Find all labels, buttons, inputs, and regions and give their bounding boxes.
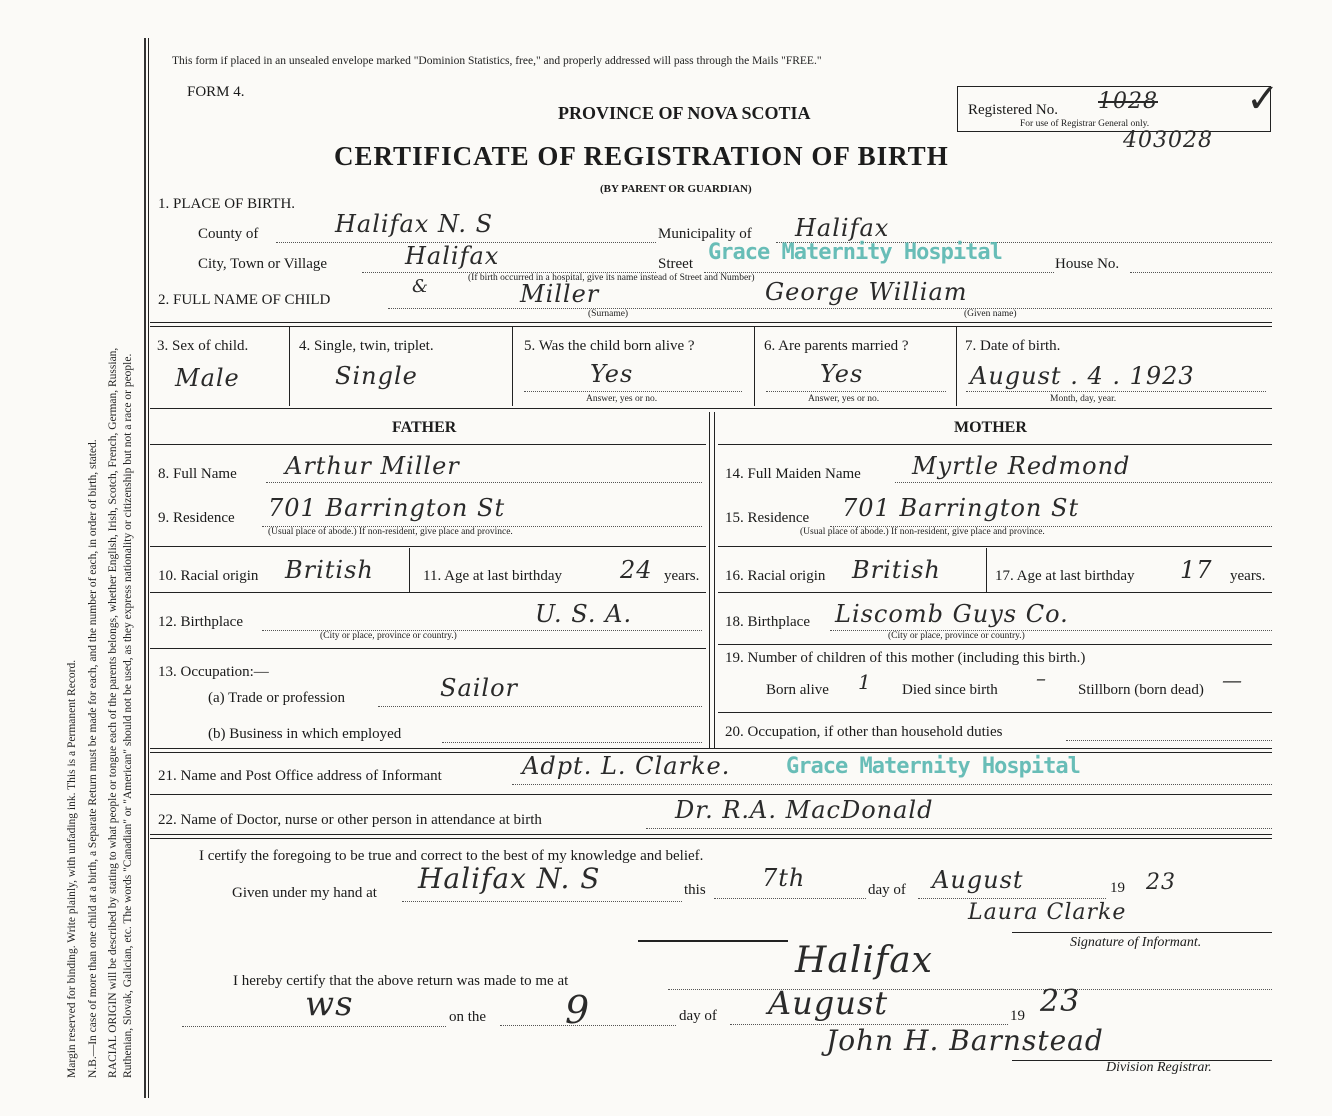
- city-label: City, Town or Village: [198, 256, 328, 272]
- informant-value: Adpt. L. Clarke.: [522, 752, 731, 780]
- father-residence-caption: (Usual place of abode.) If non-resident, give place and province.: [268, 527, 513, 537]
- hospital-note: (If birth occurred in a hospital, give its name instead of Street and Number): [468, 273, 755, 283]
- side-note-binding: Margin reserved for binding. Write plainly, with unfading ink. This is a Permanent Record.: [66, 659, 78, 1078]
- mail-notice: This form if placed in an unsealed envelope marked "Dominion Statistics, free," and properly addressed will pass through the Mails "FREE.": [172, 55, 822, 67]
- dob-caption: Month, day, year.: [1050, 394, 1117, 404]
- informant-label: 21. Name and Post Office address of Informant: [158, 768, 442, 784]
- mother-heading: MOTHER: [954, 419, 1027, 436]
- given-day-value: 7th: [762, 864, 806, 892]
- born-alive-label: Born alive: [766, 682, 829, 698]
- side-note-racial-origin: RACIAL ORIGIN will be described by stating to what people or tongue each of the parents belongs, whether English, Irish, Scotch, French, German, Russian,: [107, 347, 119, 1078]
- father-business-label: (b) Business in which employed: [208, 726, 402, 742]
- registrar-statement: I hereby certify that the above return was made to me at: [233, 973, 569, 989]
- mother-birthplace-caption: (City or place, province or country.): [888, 631, 1025, 641]
- mother-age-value: 17: [1180, 556, 1213, 584]
- check-mark-icon: ✓: [1246, 76, 1281, 122]
- informant-hospital-stamp: Grace Maternity Hospital: [786, 754, 1080, 779]
- registrar-note: For use of Registrar General only.: [1020, 119, 1150, 129]
- mother-children-label: 19. Number of children of this mother (including this birth.): [725, 650, 1086, 666]
- alive-caption: Answer, yes or no.: [586, 394, 658, 404]
- county-label: County of: [198, 226, 259, 242]
- child-name-mark: &: [412, 276, 430, 297]
- given-under-label: Given under my hand at: [232, 885, 377, 901]
- mother-residence-label: 15. Residence: [725, 510, 810, 526]
- child-surname-caption: (Surname): [588, 309, 629, 319]
- extra-number: 403028: [1123, 128, 1213, 153]
- married-label: 6. Are parents married ?: [764, 338, 909, 354]
- multiple-value: Single: [335, 362, 418, 390]
- multiple-label: 4. Single, twin, triplet.: [299, 338, 434, 354]
- married-value: Yes: [820, 360, 864, 388]
- registrar-day-value: 9: [565, 988, 591, 1032]
- given-this-label: this: [684, 882, 706, 898]
- street-label: Street: [658, 256, 693, 272]
- dob-label: 7. Date of birth.: [965, 338, 1061, 354]
- father-age-label: 11. Age at last birthday: [423, 568, 562, 584]
- margin-rule-inner: [148, 38, 149, 1098]
- mother-racial-label: 16. Racial origin: [725, 568, 826, 584]
- province-heading: PROVINCE OF NOVA SCOTIA: [558, 103, 811, 123]
- father-trade-label: (a) Trade or profession: [208, 690, 346, 706]
- registrar-initials: ws: [305, 984, 354, 1024]
- father-occupation-label: 13. Occupation:—: [158, 664, 269, 680]
- registrar-day-of-label: day of: [679, 1008, 717, 1024]
- registered-number-box: [957, 86, 1271, 132]
- street-hospital-stamp: Grace Maternity Hospital: [708, 240, 1002, 265]
- registrar-signature-label: Division Registrar.: [1106, 1060, 1212, 1075]
- given-place-value: Halifax N. S: [418, 862, 601, 895]
- father-birthplace-value: U. S. A.: [535, 600, 633, 628]
- married-caption: Answer, yes or no.: [808, 394, 880, 404]
- child-surname-value: Miller: [520, 280, 600, 308]
- registrar-year-value: 23: [1040, 984, 1081, 1019]
- father-age-unit: years.: [664, 568, 700, 584]
- father-racial-label: 10. Racial origin: [158, 568, 259, 584]
- stillborn-label: Stillborn (born dead): [1078, 682, 1204, 698]
- city-value: Halifax: [405, 242, 500, 270]
- mother-racial-value: British: [852, 556, 941, 584]
- alive-value: Yes: [590, 360, 634, 388]
- house-label: House No.: [1055, 256, 1120, 272]
- doctor-label: 22. Name of Doctor, nurse or other person in attendance at birth: [158, 812, 542, 828]
- father-birthplace-caption: (City or place, province or country.): [320, 631, 457, 641]
- given-year-prefix: 19: [1110, 880, 1125, 896]
- father-racial-value: British: [285, 556, 374, 584]
- child-given-caption: (Given name): [964, 309, 1017, 319]
- born-alive-value: 1: [858, 670, 872, 694]
- registered-value: 1028: [1098, 89, 1158, 114]
- given-year-value: 23: [1146, 870, 1176, 895]
- registrar-signature: John H. Barnstead: [826, 1024, 1104, 1057]
- county-value: Halifax N. S: [335, 210, 494, 238]
- father-age-value: 24: [620, 556, 653, 584]
- alive-label: 5. Was the child born alive ?: [524, 338, 695, 354]
- dob-value: August . 4 . 1923: [970, 362, 1195, 390]
- sex-value: Male: [175, 364, 240, 392]
- side-note-racial-origin-cont: Ruthenian, Slovak, Galician, etc. The words "Canadian" or "American" should not be used, as they express nationality or citizenship but not a race or people.: [122, 353, 134, 1078]
- stillborn-value: —: [1222, 668, 1243, 692]
- registered-label: Registered No.: [968, 102, 1058, 118]
- mother-residence-caption: (Usual place of abode.) If non-resident, give place and province.: [800, 527, 1045, 537]
- given-day-of-label: day of: [868, 882, 906, 898]
- mother-residence-value: 701 Barrington St: [842, 494, 1080, 522]
- given-month-value: August: [932, 866, 1024, 894]
- father-name-label: 8. Full Name: [158, 466, 237, 482]
- registrar-on-the-label: on the: [449, 1009, 487, 1025]
- sex-label: 3. Sex of child.: [157, 338, 249, 354]
- died-since-value: –: [1036, 666, 1047, 690]
- certificate-subtitle: (BY PARENT OR GUARDIAN): [600, 183, 752, 195]
- father-name-value: Arthur Miller: [285, 452, 460, 480]
- mother-occupation-label: 20. Occupation, if other than household duties: [725, 724, 1003, 740]
- form-number: FORM 4.: [187, 84, 245, 100]
- informant-signature: Laura Clarke: [968, 900, 1127, 925]
- margin-rule: [144, 38, 146, 1098]
- certification-statement: I certify the foregoing to be true and correct to the best of my knowledge and belief.: [199, 848, 704, 864]
- certificate-title: CERTIFICATE OF REGISTRATION OF BIRTH: [334, 141, 949, 171]
- registrar-month-value: August: [768, 984, 889, 1022]
- municipality-label: Municipality of: [658, 226, 752, 242]
- informant-signature-label: Signature of Informant.: [1070, 935, 1202, 950]
- place-section-label: 1. PLACE OF BIRTH.: [158, 196, 296, 212]
- father-birthplace-label: 12. Birthplace: [158, 614, 243, 630]
- mother-name-value: Myrtle Redmond: [912, 452, 1131, 480]
- mother-age-unit: years.: [1230, 568, 1266, 584]
- mother-age-label: 17. Age at last birthday: [995, 568, 1135, 584]
- father-heading: FATHER: [392, 419, 457, 436]
- side-note-multiple-births: N.B.—In case of more than one child at a birth, a Separate Return must be made for each, and the number of each, in order of birth, stated.: [87, 439, 99, 1078]
- died-since-label: Died since birth: [902, 682, 998, 698]
- registrar-year-prefix: 19: [1010, 1008, 1025, 1024]
- father-trade-value: Sailor: [440, 674, 519, 702]
- mother-birthplace-label: 18. Birthplace: [725, 614, 810, 630]
- father-residence-value: 701 Barrington St: [268, 494, 506, 522]
- mother-birthplace-value: Liscomb Guys Co.: [835, 600, 1069, 628]
- father-residence-label: 9. Residence: [158, 510, 235, 526]
- child-name-label: 2. FULL NAME OF CHILD: [158, 292, 331, 308]
- municipality-value: Halifax: [795, 214, 890, 242]
- mother-name-label: 14. Full Maiden Name: [725, 466, 861, 482]
- registrar-place-value: Halifax: [795, 940, 933, 981]
- doctor-value: Dr. R.A. MacDonald: [675, 796, 934, 824]
- child-given-value: George William: [765, 278, 968, 306]
